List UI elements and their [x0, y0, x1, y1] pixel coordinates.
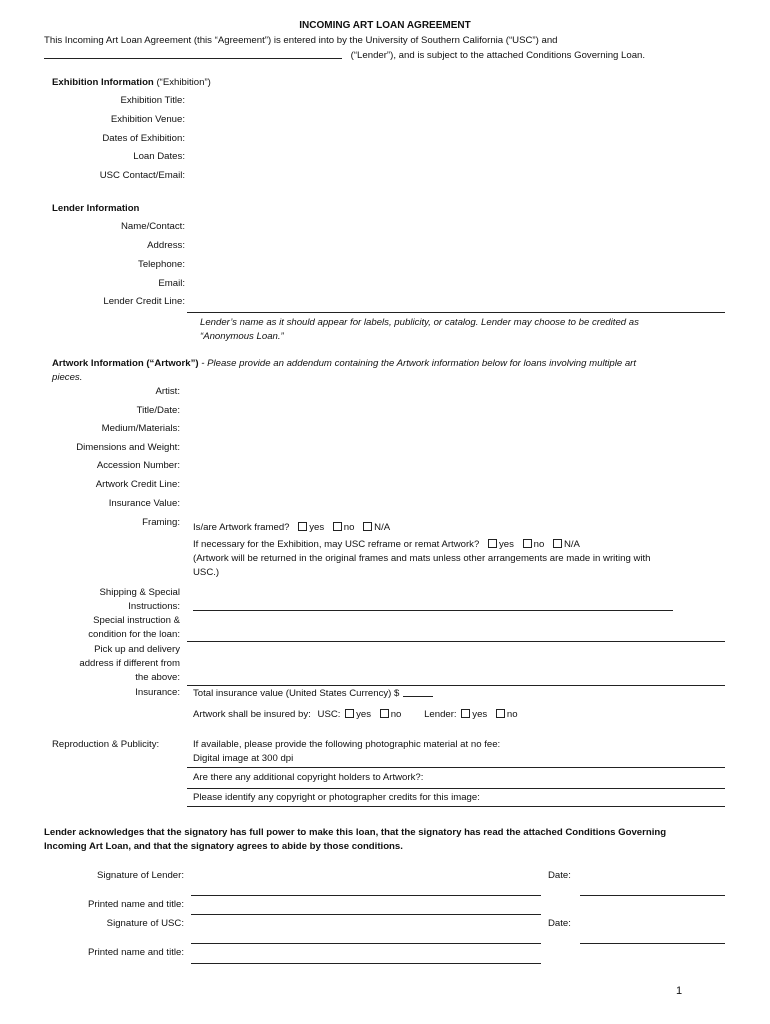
signature-usc-line[interactable]: [191, 943, 541, 944]
frame-note-line-2: USC.): [193, 567, 220, 578]
date-lender-line[interactable]: [580, 895, 725, 896]
reframe-no-checkbox[interactable]: [523, 539, 532, 548]
ack-line-2: Incoming Art Loan, and that the signatory agrees to abide by those conditions.: [44, 841, 403, 852]
frame-note-line-1: (Artwork will be returned in the original frames and mats unless other arrangements are made in writing with: [193, 553, 651, 564]
signature-lender-label: Signature of Lender:: [97, 870, 184, 881]
field-label: Dimensions and Weight:: [76, 442, 180, 453]
field-label: Loan Dates:: [133, 151, 185, 162]
printed-name-lender-line[interactable]: [191, 914, 541, 915]
special-instructions-rule[interactable]: [187, 641, 725, 642]
pickup-label: address if different from: [79, 658, 180, 669]
ack-line-1: Lender acknowledges that the signatory has full power to make this loan, that the signatory has read the attached Conditions Governing: [44, 827, 667, 838]
repro-rule-3[interactable]: [187, 806, 725, 807]
field-label: Insurance Value:: [108, 498, 180, 509]
insurance-total-row: Total insurance value (United States Currency) $: [193, 687, 433, 699]
field-label: Email:: [158, 278, 185, 289]
date-usc-line[interactable]: [580, 943, 725, 944]
reframe-na-checkbox[interactable]: [553, 539, 562, 548]
insured-usc-yes-checkbox[interactable]: [345, 709, 354, 718]
insured-by-row: Artwork shall be insured by: USC: yes no Lender: yes no: [193, 709, 518, 720]
signature-usc-label: Signature of USC:: [106, 918, 184, 929]
reframe-question-row: If necessary for the Exhibition, may USC reframe or remat Artwork? yes no N/A: [193, 539, 580, 550]
pickup-address-rule[interactable]: [187, 685, 725, 686]
repro-line-1: If available, please provide the following photographic material at no fee:: [193, 739, 501, 750]
repro-line-3: Are there any additional copyright holders to Artwork?:: [193, 772, 424, 783]
field-label: Accession Number:: [96, 460, 180, 471]
repro-rule-2[interactable]: [187, 788, 725, 789]
insurance-total-blank[interactable]: [403, 687, 433, 697]
field-label: Title/Date:: [136, 405, 180, 416]
credit-line-rule[interactable]: [187, 312, 725, 313]
repro-line-2: Digital image at 300 dpi: [193, 753, 294, 764]
field-label: Artist:: [155, 386, 180, 397]
insured-lender-no-checkbox[interactable]: [496, 709, 505, 718]
document-title: INCOMING ART LOAN AGREEMENT: [299, 20, 471, 31]
page-number: 1: [676, 985, 683, 997]
insured-lender-yes-checkbox[interactable]: [461, 709, 470, 718]
field-label: Address:: [147, 240, 185, 251]
exhibition-heading: Exhibition Information (“Exhibition”): [52, 77, 211, 88]
field-label: Dates of Exhibition:: [102, 133, 185, 144]
field-label: Lender Credit Line:: [103, 296, 185, 307]
credit-note-line-1: Lender’s name as it should appear for labels, publicity, or catalog. Lender may choose to be credited as: [200, 317, 639, 328]
insurance-label: Insurance:: [135, 687, 180, 698]
field-label: Medium/Materials:: [101, 423, 180, 434]
intro-line-1: This Incoming Art Loan Agreement (this “Agreement”) is entered into by the University of Southern California (“USC”) and: [44, 35, 558, 46]
field-label: Telephone:: [138, 259, 185, 270]
artwork-heading-cont: pieces.: [52, 372, 83, 383]
shipping-label: Shipping & Special: [99, 587, 180, 598]
printed-name-usc-line[interactable]: [191, 963, 541, 964]
lender-name-blank[interactable]: [44, 49, 342, 59]
artwork-heading: Artwork Information (“Artwork”) - Please provide an addendum containing the Artwork information below for loans involving multiple art: [52, 358, 637, 369]
date-label: Date:: [548, 918, 571, 929]
printed-name-label: Printed name and title:: [88, 899, 184, 910]
framing-label: Framing:: [142, 517, 180, 528]
printed-name-label: Printed name and title:: [88, 947, 184, 958]
reframe-yes-checkbox[interactable]: [488, 539, 497, 548]
pickup-label: the above:: [135, 672, 180, 683]
field-label: Artwork Credit Line:: [95, 479, 180, 490]
field-label: USC Contact/Email:: [99, 170, 185, 181]
special-label: Special instruction &: [93, 615, 180, 626]
field-label: Exhibition Title:: [120, 95, 185, 106]
shipping-instructions-line[interactable]: [193, 610, 673, 611]
framed-no-checkbox[interactable]: [333, 522, 342, 531]
date-label: Date:: [548, 870, 571, 881]
repro-line-4: Please identify any copyright or photographer credits for this image:: [193, 792, 480, 803]
lender-heading: Lender Information: [52, 203, 140, 214]
credit-note-line-2: “Anonymous Loan.”: [200, 331, 284, 342]
field-label: Name/Contact:: [121, 221, 185, 232]
field-label: Exhibition Venue:: [110, 114, 185, 125]
special-label: condition for the loan:: [88, 629, 180, 640]
shipping-label: Instructions:: [128, 601, 180, 612]
framed-question-row: Is/are Artwork framed? yes no N/A: [193, 522, 391, 533]
pickup-label: Pick up and delivery: [94, 644, 180, 655]
framed-na-checkbox[interactable]: [363, 522, 372, 531]
intro-line-2: (“Lender”), and is subject to the attached Conditions Governing Loan.: [44, 49, 645, 61]
framed-yes-checkbox[interactable]: [298, 522, 307, 531]
repro-rule-1: [187, 767, 725, 768]
insured-usc-no-checkbox[interactable]: [380, 709, 389, 718]
repro-label: Reproduction & Publicity:: [52, 739, 160, 750]
signature-lender-line[interactable]: [191, 895, 541, 896]
